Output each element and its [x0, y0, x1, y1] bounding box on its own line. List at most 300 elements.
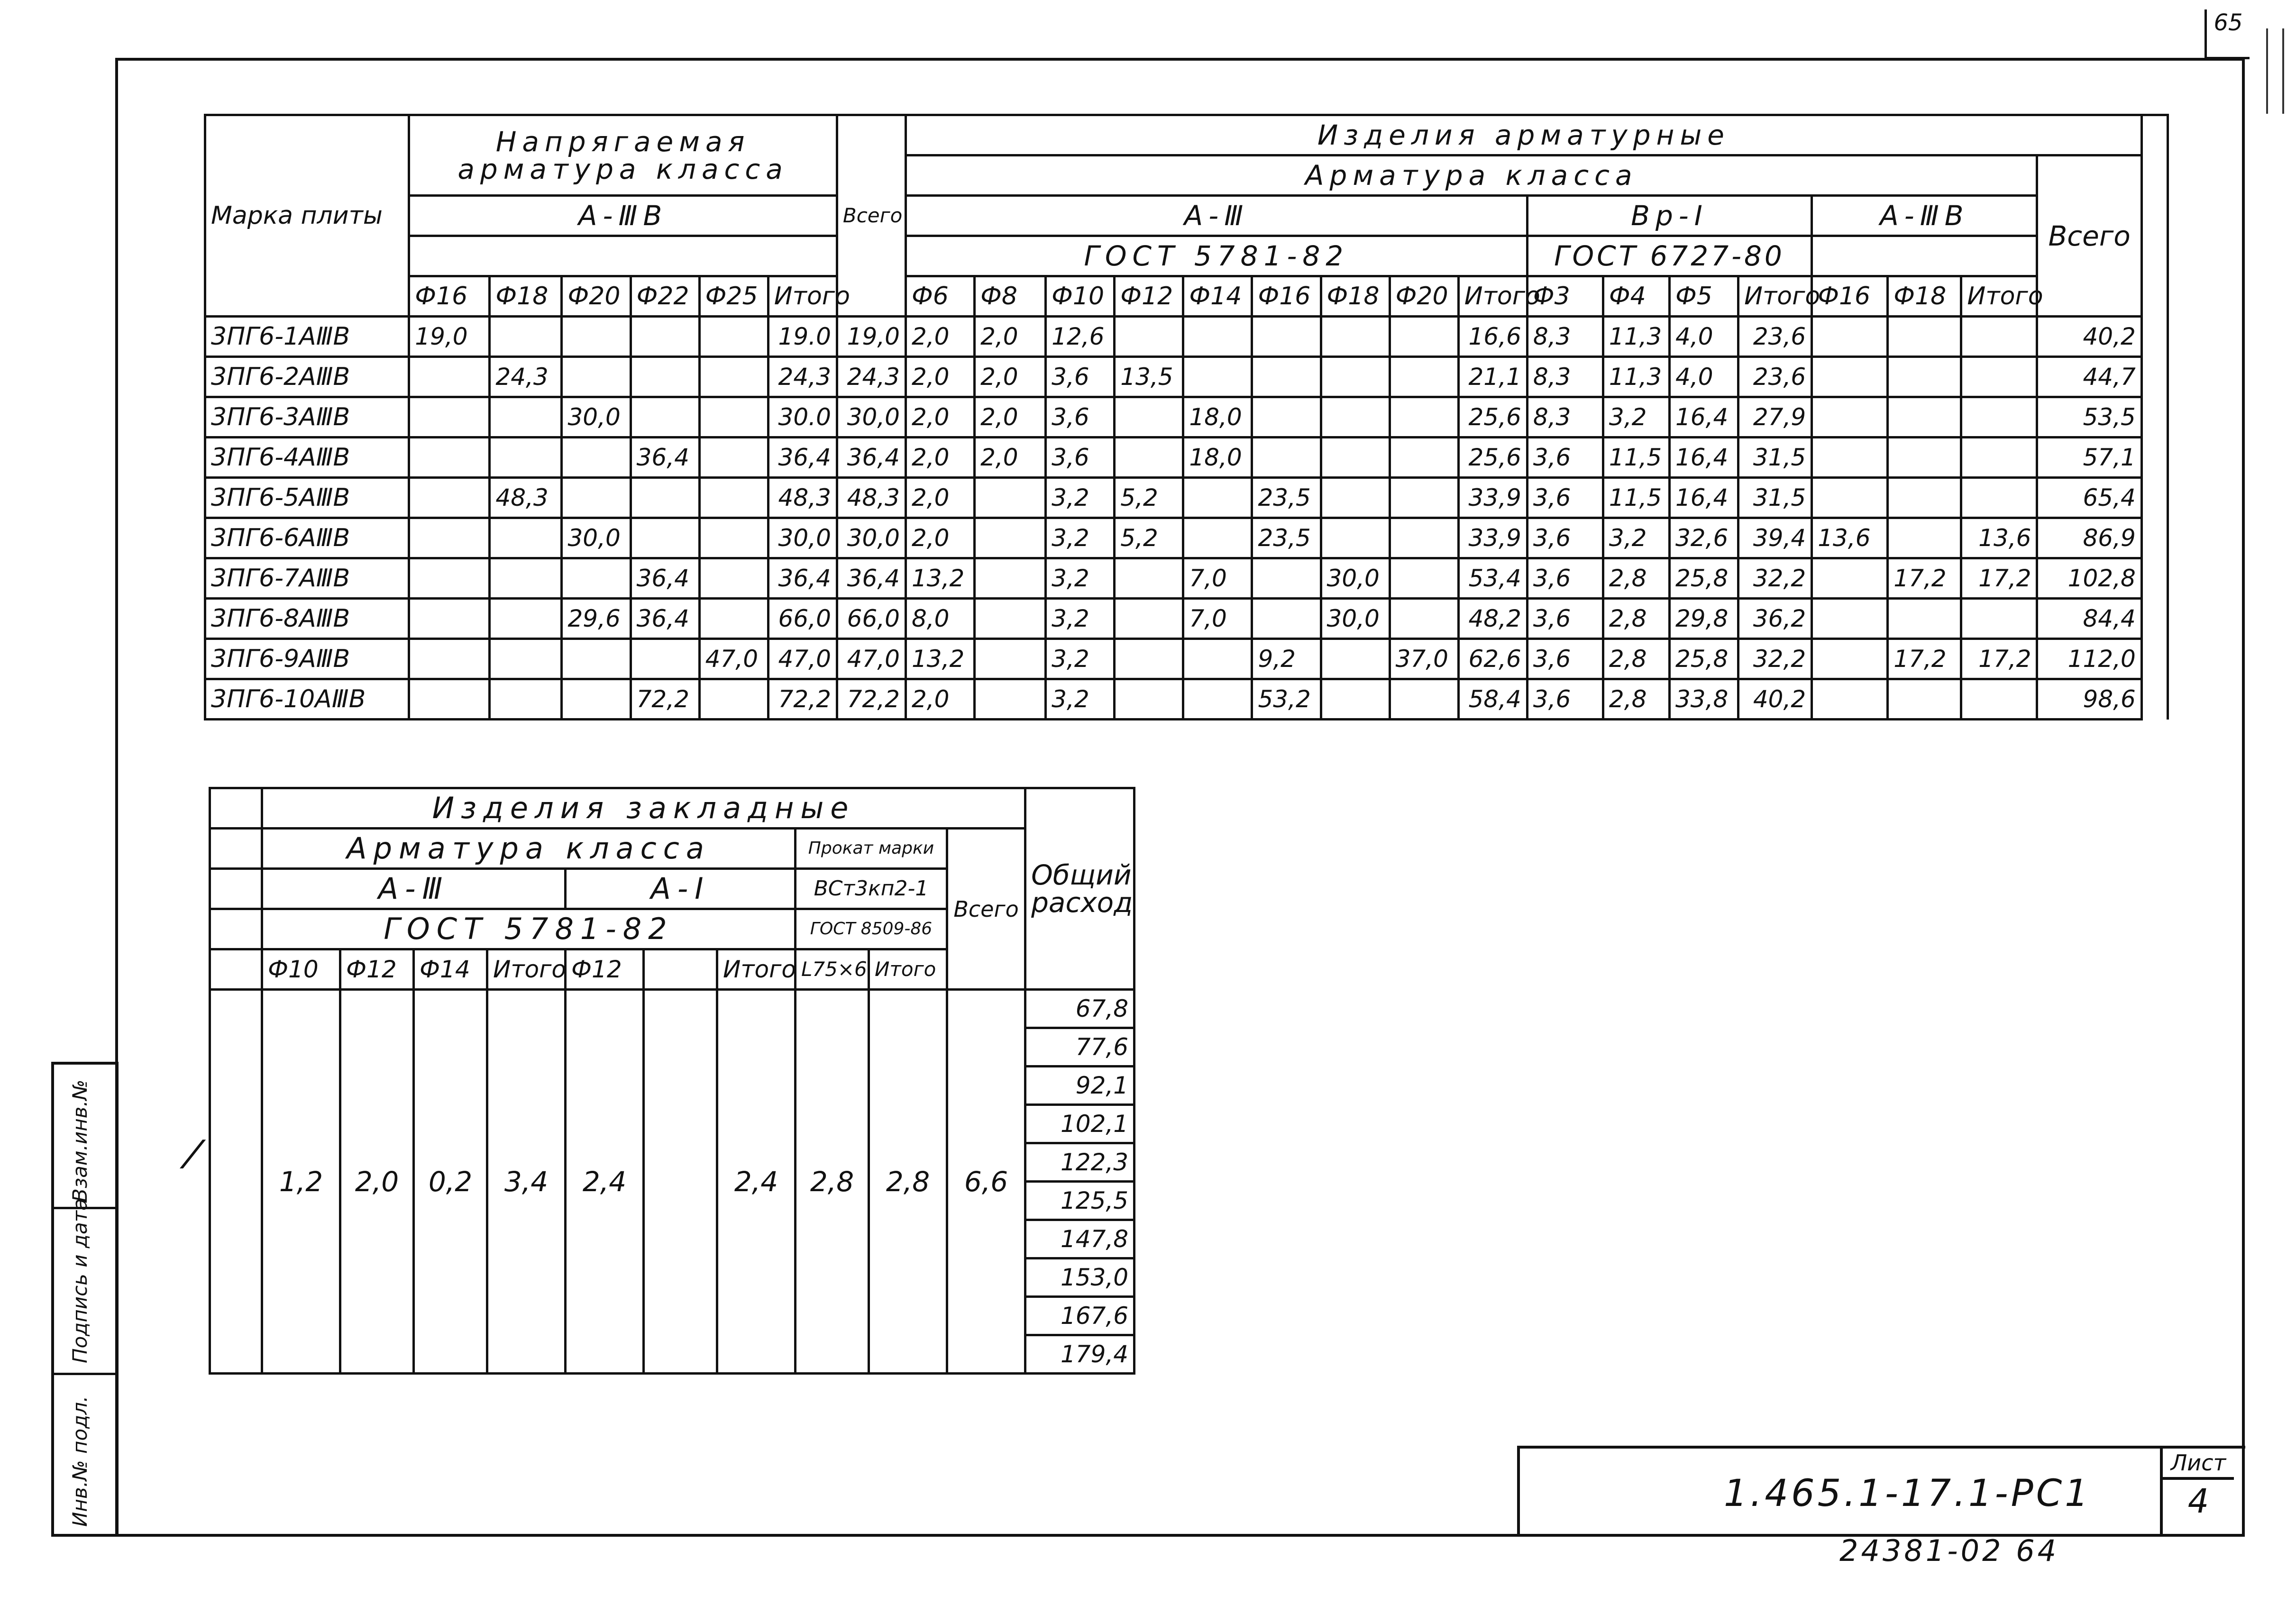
value-cell: 3,2 — [1046, 558, 1115, 599]
right-gap — [2141, 115, 2168, 317]
value-cell — [1961, 357, 2037, 397]
table-row — [205, 357, 2168, 397]
mark-cell: 3ПГ6-6АⅢВ — [205, 518, 409, 558]
value-cell: 16,4 — [1670, 438, 1738, 478]
value-cell: 18,0 — [1183, 438, 1252, 478]
embedded-table — [209, 787, 1135, 1375]
value-cell — [1321, 478, 1390, 518]
value-cell: 11,5 — [1603, 478, 1669, 518]
gap-cell — [2141, 558, 2168, 599]
value-cell: 16,4 — [1670, 478, 1738, 518]
value-cell: 13,6 — [1961, 518, 2037, 558]
diameter-header: Ф12 — [1115, 276, 1183, 317]
gap-cell — [2141, 317, 2168, 357]
value-cell: 31,5 — [1738, 438, 1812, 478]
emb-body — [210, 990, 1134, 1374]
value-cell — [1252, 438, 1321, 478]
value-cell: 13,6 — [1812, 518, 1888, 558]
table-row — [205, 438, 2168, 478]
value-cell — [1888, 438, 1961, 478]
value-cell: 53,4 — [1458, 558, 1527, 599]
emb-vsego: Всего — [947, 829, 1025, 990]
emb-value: 0,2 — [414, 990, 487, 1374]
value-cell: 33,8 — [1670, 679, 1738, 720]
emb-diameter-header: Итого — [487, 949, 566, 990]
value-cell — [1888, 599, 1961, 639]
value-cell — [699, 357, 768, 397]
value-cell: 3,6 — [1527, 438, 1603, 478]
value-cell: 16,6 — [1458, 317, 1527, 357]
value-cell: 112,0 — [2037, 639, 2141, 679]
diameter-header: Ф16 — [409, 276, 490, 317]
edge-marks — [2266, 28, 2284, 114]
value-cell: 3,6 — [1046, 397, 1115, 438]
value-cell: 27,9 — [1738, 397, 1812, 438]
value-cell: 3,2 — [1046, 478, 1115, 518]
value-cell: 2,0 — [975, 357, 1046, 397]
value-cell: 72,2 — [837, 679, 906, 720]
gost-a3b-empty — [1812, 236, 2037, 276]
value-cell: 47,0 — [837, 639, 906, 679]
value-cell — [699, 518, 768, 558]
value-cell — [1115, 679, 1183, 720]
mark-cell: 3ПГ6-4АⅢВ — [205, 438, 409, 478]
value-cell: 36,4 — [837, 438, 906, 478]
value-cell: 11,3 — [1603, 317, 1669, 357]
value-cell: 57,1 — [2037, 438, 2141, 478]
value-cell: 4,0 — [1670, 357, 1738, 397]
emb-left-blank — [210, 788, 262, 829]
value-cell: 2,0 — [906, 438, 974, 478]
value-cell — [562, 639, 631, 679]
emb-left-blank — [210, 990, 262, 1374]
value-cell — [1183, 478, 1252, 518]
value-cell: 25,8 — [1670, 639, 1738, 679]
gost-a3: ГОСТ 5781-82 — [906, 236, 1527, 276]
value-cell — [409, 438, 490, 478]
value-cell — [490, 558, 562, 599]
gap-cell — [2141, 438, 2168, 478]
mark-cell: 3ПГ6-5АⅢВ — [205, 478, 409, 518]
value-cell: 3,2 — [1046, 518, 1115, 558]
value-cell: 30,0 — [1321, 558, 1390, 599]
side-strip — [51, 1062, 119, 1537]
side-divider — [54, 1373, 116, 1375]
prestressed-gost-empty — [409, 236, 837, 276]
value-cell: 17,2 — [1961, 558, 2037, 599]
value-cell — [1115, 558, 1183, 599]
diameter-header: Ф5 — [1670, 276, 1738, 317]
emb-gost2: ГОСТ 8509-86 — [796, 909, 947, 949]
class-a3b: А-ⅢВ — [1812, 196, 2037, 236]
table-row — [205, 518, 2168, 558]
archive-stamp: 24381-02 64 — [1839, 1533, 2059, 1568]
diameter-header: Ф6 — [906, 276, 974, 317]
value-cell — [631, 397, 699, 438]
prestressed-class: А-ⅢВ — [409, 196, 837, 236]
value-cell: 24,3 — [768, 357, 837, 397]
diameter-header: Ф20 — [1390, 276, 1458, 317]
value-cell: 102,8 — [2037, 558, 2141, 599]
value-cell: 29,8 — [1670, 599, 1738, 639]
value-cell: 3,6 — [1527, 558, 1603, 599]
value-cell — [975, 558, 1046, 599]
value-cell — [409, 639, 490, 679]
value-cell: 32,6 — [1670, 518, 1738, 558]
emb-value: 2,4 — [566, 990, 644, 1374]
value-cell — [1961, 599, 2037, 639]
emb-value: 6,6 — [947, 990, 1025, 1374]
value-cell: 47,0 — [699, 639, 768, 679]
value-cell: 44,7 — [2037, 357, 2141, 397]
value-cell — [1390, 357, 1458, 397]
value-cell: 30.0 — [768, 397, 837, 438]
diameter-header: Ф16 — [1812, 276, 1888, 317]
emb-diameter-header: Итого — [869, 949, 947, 990]
value-cell — [1115, 639, 1183, 679]
emb-total-value: 147,8 — [1025, 1220, 1134, 1258]
value-cell: 11,3 — [1603, 357, 1669, 397]
emb-value: 1,2 — [262, 990, 340, 1374]
value-cell: 2,0 — [975, 438, 1046, 478]
table-row — [205, 599, 2168, 639]
value-cell: 23,5 — [1252, 518, 1321, 558]
value-cell: 53,2 — [1252, 679, 1321, 720]
value-cell: 3,2 — [1603, 518, 1669, 558]
rebar-class-title: Арматура класса — [906, 155, 2037, 196]
value-cell: 18,0 — [1183, 397, 1252, 438]
value-cell: 5,2 — [1115, 478, 1183, 518]
emb-diameter-header: Ф12 — [340, 949, 414, 990]
value-cell — [699, 317, 768, 357]
value-cell — [1390, 438, 1458, 478]
emb-diameter-header: L75×6 — [796, 949, 869, 990]
reinforcement-rows — [205, 317, 2168, 720]
gap-cell — [2141, 357, 2168, 397]
value-cell: 84,4 — [2037, 599, 2141, 639]
value-cell: 2,0 — [906, 679, 974, 720]
value-cell: 36,4 — [768, 558, 837, 599]
value-cell: 62,6 — [1458, 639, 1527, 679]
value-cell: 2,8 — [1603, 599, 1669, 639]
value-cell — [1183, 357, 1252, 397]
value-cell — [1961, 397, 2037, 438]
value-cell — [699, 599, 768, 639]
value-cell: 86,9 — [2037, 518, 2141, 558]
emb-total-value: 92,1 — [1025, 1067, 1134, 1105]
value-cell — [975, 478, 1046, 518]
value-cell: 24,3 — [837, 357, 906, 397]
value-cell: 3,6 — [1527, 599, 1603, 639]
value-cell: 3,6 — [1527, 518, 1603, 558]
emb-diameter-header: Ф12 — [566, 949, 644, 990]
emb-steel: ВСт3кп2-1 — [796, 869, 947, 909]
emb-rebar-class: Арматура класса — [262, 829, 796, 869]
value-cell — [562, 438, 631, 478]
value-cell: 29,6 — [562, 599, 631, 639]
value-cell: 48,2 — [1458, 599, 1527, 639]
emb-left-blank — [210, 949, 262, 990]
gap-cell — [2141, 599, 2168, 639]
value-cell: 36,4 — [768, 438, 837, 478]
diameter-header: Ф18 — [1888, 276, 1961, 317]
value-cell: 3,2 — [1046, 599, 1115, 639]
value-cell: 36,4 — [631, 558, 699, 599]
diameter-header: Ф10 — [1046, 276, 1115, 317]
value-cell: 36,4 — [631, 438, 699, 478]
value-cell — [1183, 317, 1252, 357]
value-cell — [1888, 518, 1961, 558]
value-cell — [1812, 317, 1888, 357]
emb-value: 2,8 — [796, 990, 869, 1374]
emb-class-a3: А-Ⅲ — [262, 869, 566, 909]
value-cell — [1115, 317, 1183, 357]
value-cell: 66,0 — [837, 599, 906, 639]
value-cell: 17,2 — [1888, 639, 1961, 679]
value-cell — [409, 397, 490, 438]
value-cell: 32,2 — [1738, 558, 1812, 599]
value-cell: 2,0 — [975, 397, 1046, 438]
value-cell: 21,1 — [1458, 357, 1527, 397]
value-cell: 2,0 — [906, 478, 974, 518]
value-cell — [1183, 518, 1252, 558]
value-cell — [1961, 317, 2037, 357]
value-cell: 2,0 — [906, 357, 974, 397]
emb-diameter-header: Итого — [717, 949, 796, 990]
value-cell — [975, 679, 1046, 720]
emb-row — [210, 990, 1134, 1028]
emb-total-value: 67,8 — [1025, 990, 1134, 1028]
value-cell: 23,6 — [1738, 317, 1812, 357]
diameter-header: Ф14 — [1183, 276, 1252, 317]
value-cell — [1321, 438, 1390, 478]
value-cell — [562, 317, 631, 357]
diameter-header: Ф18 — [490, 276, 562, 317]
value-cell — [1961, 478, 2037, 518]
value-cell — [1321, 639, 1390, 679]
value-cell: 33,9 — [1458, 478, 1527, 518]
value-cell: 19,0 — [837, 317, 906, 357]
value-cell — [490, 438, 562, 478]
value-cell — [1888, 357, 1961, 397]
value-cell — [1252, 599, 1321, 639]
value-cell: 3,6 — [1046, 438, 1115, 478]
diameter-header: Итого — [1738, 276, 1812, 317]
value-cell: 2,0 — [906, 518, 974, 558]
value-cell: 25,6 — [1458, 438, 1527, 478]
emb-value: 3,4 — [487, 990, 566, 1374]
value-cell: 25,6 — [1458, 397, 1527, 438]
emb-total-label: Общий расход — [1025, 788, 1134, 990]
value-cell — [1321, 397, 1390, 438]
side-replace: Взам.инв.№ — [68, 1079, 91, 1202]
diameter-header: Ф3 — [1527, 276, 1603, 317]
emb-title: Изделия закладные — [262, 788, 1025, 829]
value-cell: 9,2 — [1252, 639, 1321, 679]
value-cell — [1888, 317, 1961, 357]
value-cell — [409, 518, 490, 558]
value-cell: 25,8 — [1670, 558, 1738, 599]
diameter-header: Ф25 — [699, 276, 768, 317]
value-cell: 23,5 — [1252, 478, 1321, 518]
value-cell: 8,3 — [1527, 357, 1603, 397]
value-cell — [562, 478, 631, 518]
value-cell: 8,3 — [1527, 397, 1603, 438]
sheet-label: Лист — [2163, 1449, 2234, 1480]
value-cell: 40,2 — [1738, 679, 1812, 720]
value-cell: 2,0 — [906, 317, 974, 357]
products-title: Изделия арматурные — [906, 115, 2141, 155]
value-cell — [1812, 599, 1888, 639]
value-cell: 30,0 — [562, 397, 631, 438]
vsego-header: Всего — [2037, 155, 2141, 317]
emb-left-blank — [210, 909, 262, 949]
value-cell — [1321, 317, 1390, 357]
value-cell — [1812, 357, 1888, 397]
diameter-header: Ф20 — [562, 276, 631, 317]
value-cell: 17,2 — [1961, 639, 2037, 679]
value-cell — [1961, 438, 2037, 478]
value-cell: 2,0 — [975, 317, 1046, 357]
value-cell — [1252, 558, 1321, 599]
value-cell: 12,6 — [1046, 317, 1115, 357]
value-cell — [699, 397, 768, 438]
value-cell: 53,5 — [2037, 397, 2141, 438]
value-cell: 30,0 — [768, 518, 837, 558]
class-bp1: Вр-Ⅰ — [1527, 196, 1811, 236]
value-cell: 3,6 — [1527, 478, 1603, 518]
value-cell — [1390, 599, 1458, 639]
value-cell: 36,4 — [631, 599, 699, 639]
value-cell: 72,2 — [631, 679, 699, 720]
emb-gost1: ГОСТ 5781-82 — [262, 909, 796, 949]
value-cell: 98,6 — [2037, 679, 2141, 720]
table-row — [205, 558, 2168, 599]
value-cell — [409, 679, 490, 720]
value-cell — [1252, 317, 1321, 357]
value-cell: 30,0 — [1321, 599, 1390, 639]
value-cell: 16,4 — [1670, 397, 1738, 438]
value-cell — [699, 478, 768, 518]
emb-value — [644, 990, 717, 1374]
table-row — [205, 478, 2168, 518]
page-number-corner: 65 — [2205, 9, 2250, 59]
value-cell — [562, 357, 631, 397]
value-cell — [1390, 518, 1458, 558]
value-cell: 58,4 — [1458, 679, 1527, 720]
emb-value: 2,0 — [340, 990, 414, 1374]
value-cell: 19,0 — [409, 317, 490, 357]
value-cell: 3,6 — [1046, 357, 1115, 397]
value-cell: 48,3 — [837, 478, 906, 518]
value-cell: 13,5 — [1115, 357, 1183, 397]
mark-cell: 3ПГ6-9АⅢВ — [205, 639, 409, 679]
value-cell: 48,3 — [490, 478, 562, 518]
gap-cell — [2141, 679, 2168, 720]
value-cell — [1812, 397, 1888, 438]
value-cell — [490, 599, 562, 639]
value-cell — [1812, 478, 1888, 518]
value-cell — [1961, 679, 2037, 720]
value-cell: 47,0 — [768, 639, 837, 679]
value-cell: 8,0 — [906, 599, 974, 639]
value-cell — [490, 317, 562, 357]
value-cell — [1812, 438, 1888, 478]
value-cell — [1812, 558, 1888, 599]
emb-total-value: 167,6 — [1025, 1297, 1134, 1335]
table-row — [205, 317, 2168, 357]
gap-cell — [2141, 639, 2168, 679]
value-cell: 17,2 — [1888, 558, 1961, 599]
value-cell — [1390, 317, 1458, 357]
gost-bp1: ГОСТ 6727-80 — [1527, 236, 1811, 276]
value-cell: 5,2 — [1115, 518, 1183, 558]
value-cell — [409, 357, 490, 397]
emb-class-a1: А-Ⅰ — [566, 869, 796, 909]
value-cell — [1321, 518, 1390, 558]
value-cell: 36,2 — [1738, 599, 1812, 639]
emb-left-blank — [210, 829, 262, 869]
gap-cell — [2141, 478, 2168, 518]
sheet-box — [2160, 1449, 2234, 1534]
value-cell — [631, 478, 699, 518]
value-cell — [490, 518, 562, 558]
value-cell — [699, 558, 768, 599]
value-cell — [1888, 679, 1961, 720]
value-cell: 33,9 — [1458, 518, 1527, 558]
emb-total-value: 102,1 — [1025, 1105, 1134, 1143]
prestressed-title: Напрягаемая арматура класса — [409, 115, 837, 196]
emb-value: 2,8 — [869, 990, 947, 1374]
value-cell: 13,2 — [906, 558, 974, 599]
emb-diameter-header — [644, 949, 717, 990]
value-cell — [631, 518, 699, 558]
value-cell — [631, 317, 699, 357]
value-cell — [1183, 679, 1252, 720]
revision-tick: ⁄ — [190, 1133, 196, 1177]
value-cell: 2,0 — [906, 397, 974, 438]
table-row — [205, 639, 2168, 679]
emb-project-mark: Прокат марки — [796, 829, 947, 869]
value-cell — [1390, 679, 1458, 720]
title-block — [1517, 1446, 2245, 1534]
mark-cell: 3ПГ6-1АⅢВ — [205, 317, 409, 357]
value-cell — [1812, 639, 1888, 679]
value-cell — [699, 438, 768, 478]
value-cell: 65,4 — [2037, 478, 2141, 518]
value-cell: 24,3 — [490, 357, 562, 397]
value-cell — [1115, 438, 1183, 478]
value-cell — [1812, 679, 1888, 720]
vsego-prestressed-header: Всего — [837, 115, 906, 317]
value-cell: 3,6 — [1527, 639, 1603, 679]
value-cell — [562, 558, 631, 599]
class-a3: А-Ⅲ — [906, 196, 1527, 236]
gap-cell — [2141, 518, 2168, 558]
value-cell: 7,0 — [1183, 599, 1252, 639]
value-cell — [490, 639, 562, 679]
value-cell: 48,3 — [768, 478, 837, 518]
diameter-header: Ф22 — [631, 276, 699, 317]
emb-diameter-header: Ф10 — [262, 949, 340, 990]
emb-total-value: 77,6 — [1025, 1028, 1134, 1067]
emb-total-value: 179,4 — [1025, 1335, 1134, 1374]
value-cell: 2,8 — [1603, 679, 1669, 720]
value-cell — [1321, 357, 1390, 397]
value-cell: 4,0 — [1670, 317, 1738, 357]
table-row — [205, 679, 2168, 720]
reinforcement-table — [204, 114, 2169, 720]
